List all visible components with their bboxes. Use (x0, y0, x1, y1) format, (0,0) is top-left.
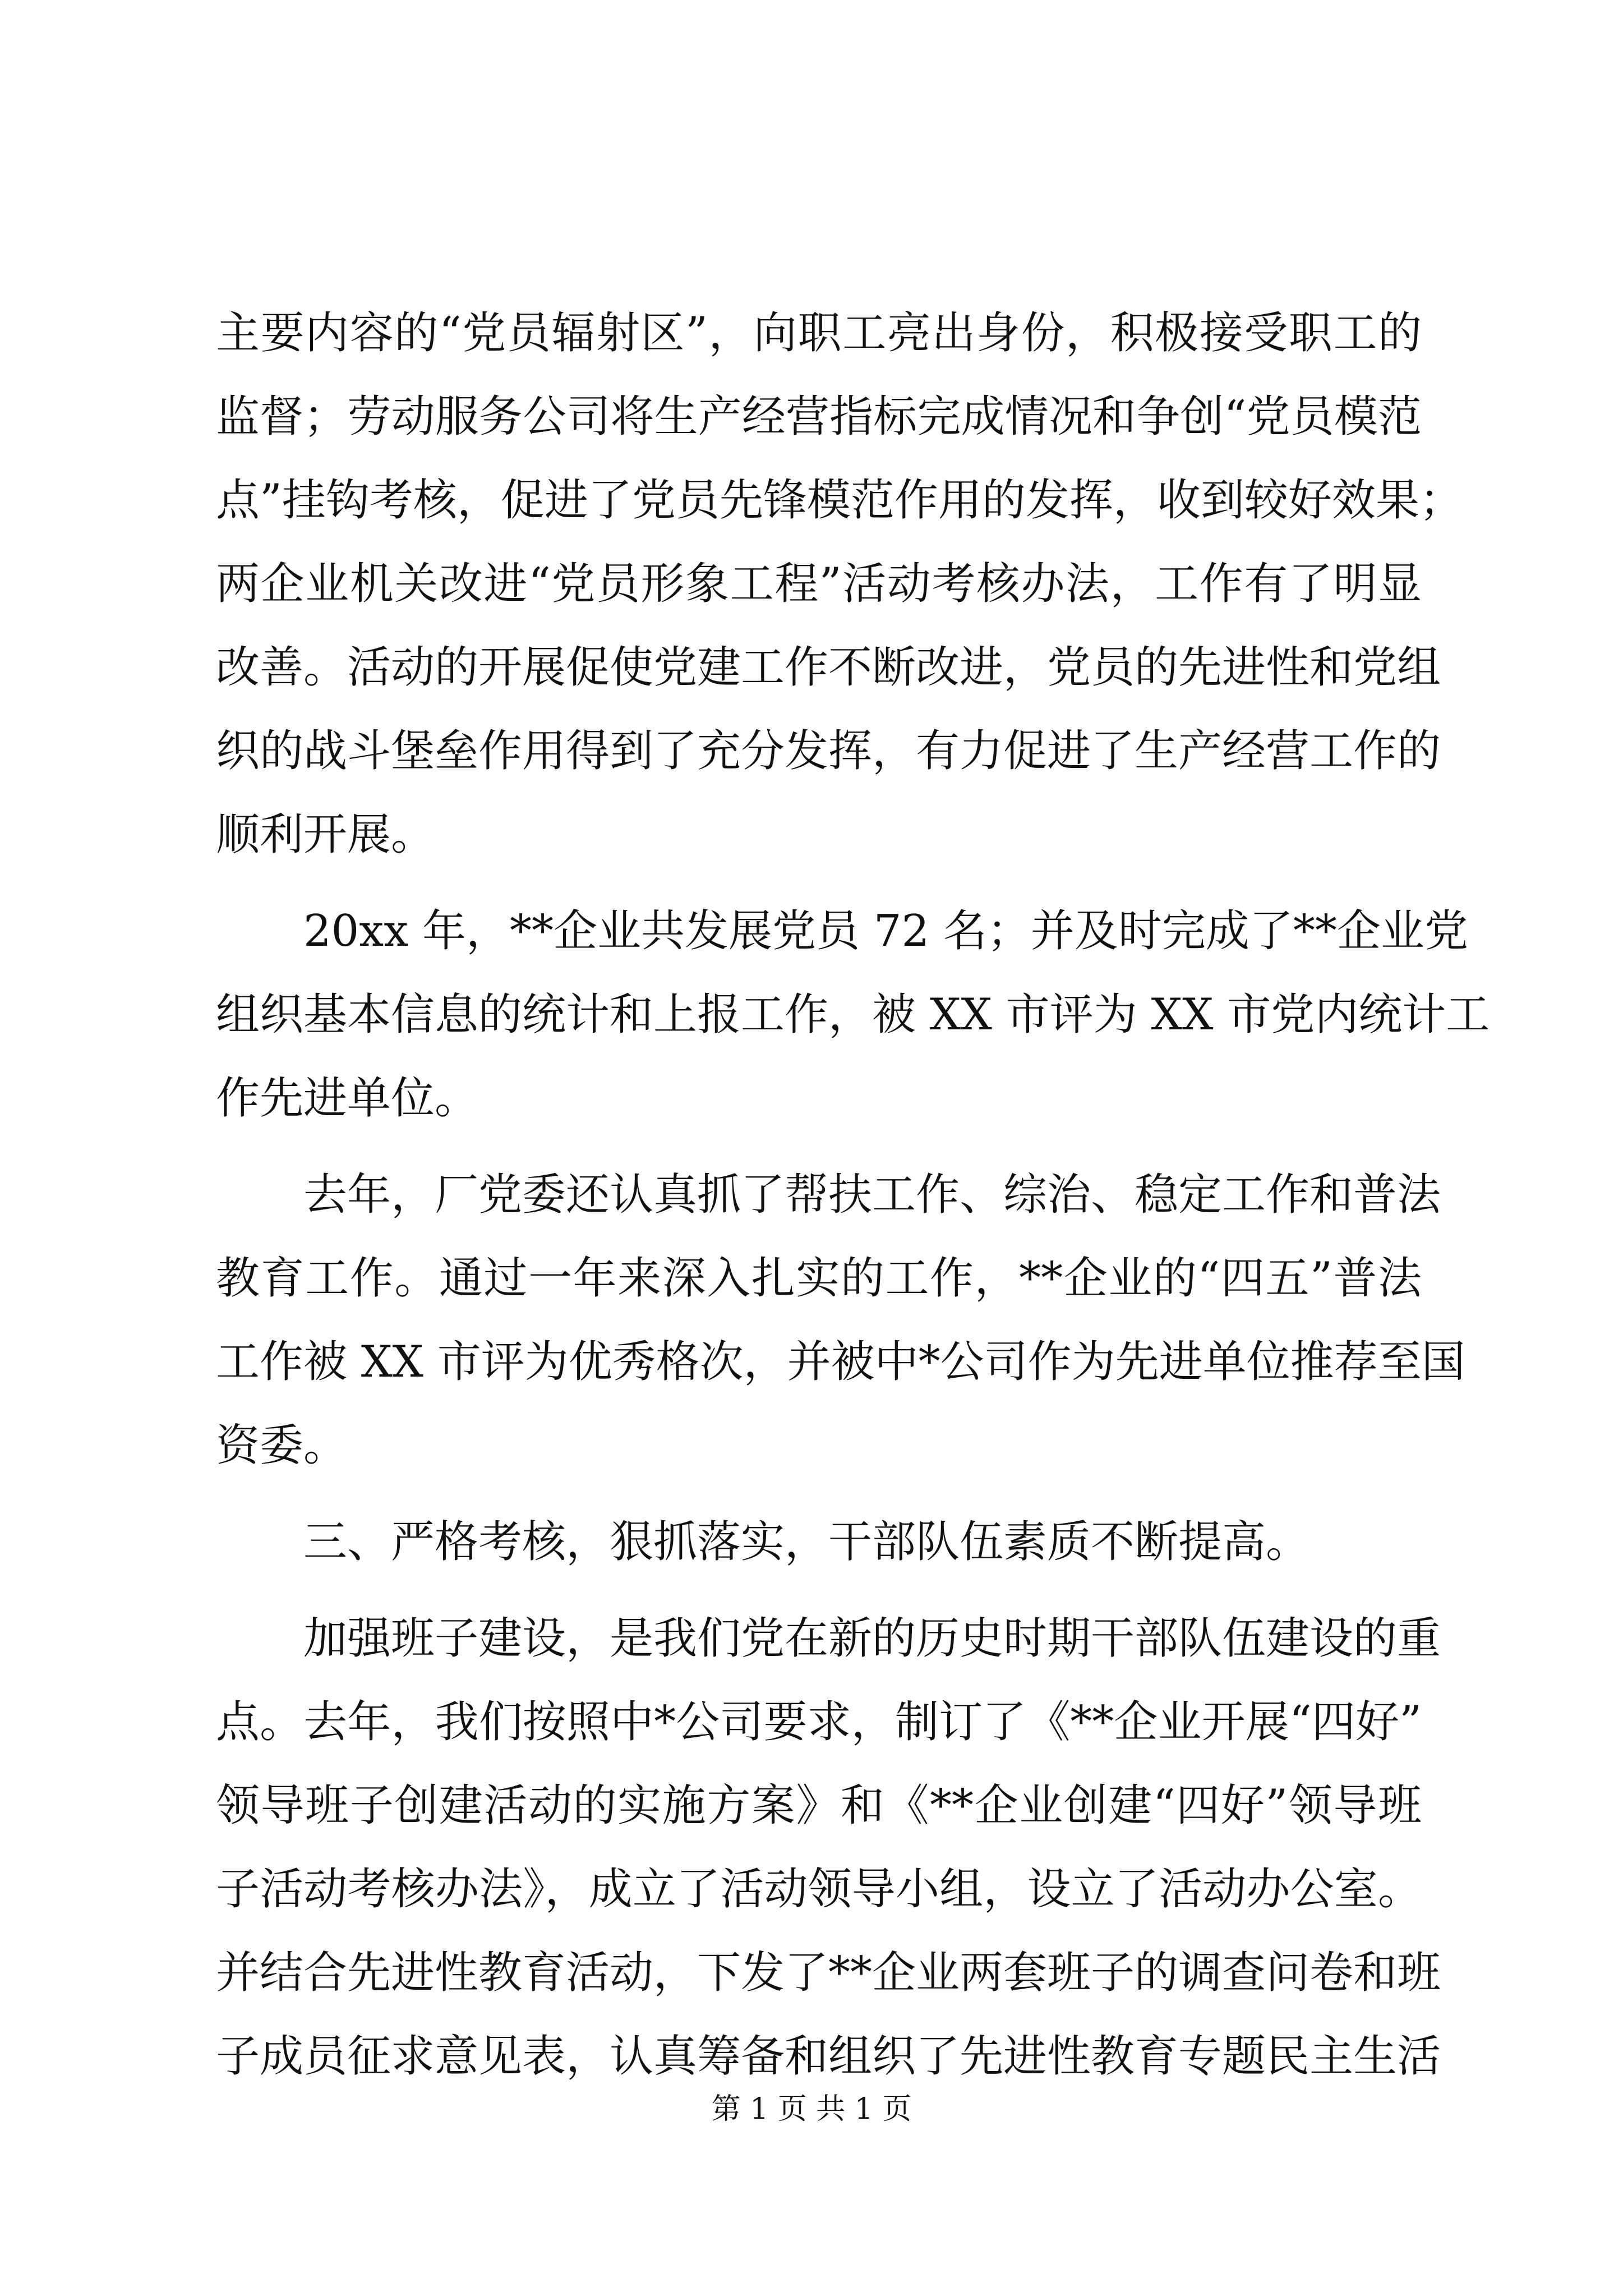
text-line: 去年，厂党委还认真抓了帮扶工作、综治、稳定工作和普法 (303, 1170, 1441, 1220)
text-line: 点。去年，我们按照中*公司要求，制订了《**企业开展“四好” (216, 1697, 1422, 1747)
text-line: 资委。 (216, 1420, 348, 1471)
text-line: 组织基本信息的统计和上报工作，被 XX 市评为 XX 市党内统计工 (216, 990, 1490, 1040)
paragraph (216, 1153, 1465, 1488)
text-line: 监督；劳动服务公司将生产经营指标完成情况和争创“党员模范 (216, 392, 1422, 442)
text-line: 20xx 年，**企业共发展党员 72 名；并及时完成了**企业党 (303, 906, 1468, 956)
paragraph (216, 292, 1463, 877)
text-line: 子活动考核办法》，成立了活动领导小组，设立了活动办公室。 (216, 1864, 1422, 1915)
text-line: 加强班子建设，是我们党在新的历史时期干部队伍建设的重 (303, 1613, 1441, 1664)
text-line: 并结合先进性教育活动，下发了**企业两套班子的调查问卷和班 (216, 1948, 1441, 1998)
text-line: 点”挂钩考核，促进了党员先锋模范作用的发挥，收到较好效果； (216, 475, 1463, 526)
text-line: 顺利开展。 (216, 809, 435, 860)
text-line: 织的战斗堡垒作用得到了充分发挥，有力促进了生产经营工作的 (216, 726, 1441, 776)
text-line: 改善。活动的开展促使党建工作不断改进，党员的先进性和党组 (216, 642, 1441, 693)
text-line: 作先进单位。 (216, 1073, 479, 1124)
text-line: 主要内容的“党员辐射区”，向职工亮出身份，积极接受职工的 (216, 308, 1422, 358)
section-heading (216, 1501, 1422, 1584)
document-body (216, 292, 1490, 2099)
text-line: 工作被 XX 市评为优秀格次，并被中*公司作为先进单位推荐至国 (216, 1337, 1465, 1387)
text-line: 子成员征求意见表，认真筹备和组织了先进性教育专题民主生活 (216, 2031, 1441, 2082)
text-line: 教育工作。通过一年来深入扎实的工作，**企业的“四五”普法 (216, 1253, 1422, 1304)
paragraph (216, 890, 1490, 1140)
text-line: 三、严格考核，狠抓落实，干部队伍素质不断提高。 (303, 1517, 1310, 1567)
page-footer: 第 1 页 共 1 页 (711, 2092, 912, 2126)
text-line: 领导班子创建活动的实施方案》和《**企业创建“四好”领导班 (216, 1780, 1422, 1831)
text-line: 两企业机关改进“党员形象工程”活动考核办法，工作有了明显 (216, 559, 1422, 609)
paragraph (216, 1597, 1441, 2099)
